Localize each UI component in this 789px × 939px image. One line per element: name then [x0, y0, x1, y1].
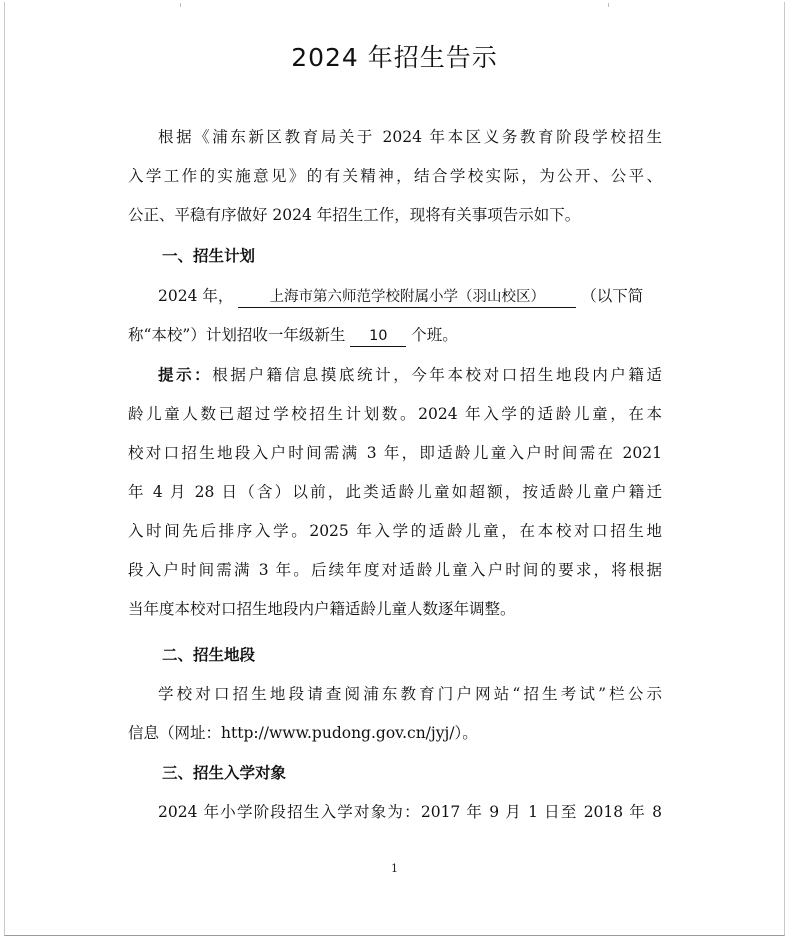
tip-line-7: 当年度本校对口招生地段内户籍适龄儿童人数逐年调整。 — [128, 600, 516, 618]
tip-line-3: 校对口招生地段入户时间需满 3 年，即适龄儿童入户时间需在 2021 — [128, 444, 662, 462]
plan-year: 2024 年， — [158, 287, 234, 305]
tip-line-6: 段入户时间需满 3 年。后续年度对适龄儿童入户时间的要求，将根据 — [128, 561, 662, 579]
section-2-heading: 二、招生地段 — [162, 646, 256, 664]
target-line-1: 2024 年小学阶段招生入学对象为：2017 年 9 月 1 日至 2018 年 8 — [158, 803, 662, 821]
tip-line-4: 年 4 月 28 日（含）以前，此类适龄儿童如超额，按适龄儿童户籍迁 — [128, 483, 662, 501]
plan-line-2-prefix: 称“本校”）计划招收一年级新生 — [128, 326, 346, 344]
school-name-field: 上海市第六师范学校附属小学（羽山校区） — [238, 287, 576, 308]
plan-line-2 — [128, 325, 662, 347]
scan-mark — [608, 3, 609, 7]
intro-line-2: 入学工作的实施意见》的有关精神，结合学校实际，为公开、公平、 — [128, 167, 662, 185]
section-1-heading: 一、招生计划 — [162, 247, 256, 265]
section-3-heading: 三、招生入学对象 — [162, 764, 287, 782]
plan-suffix: （以下简 — [581, 287, 644, 305]
scan-mark — [180, 3, 181, 7]
intro-line-3: 公正、平稳有序做好 2024 年招生工作，现将有关事项告示如下。 — [128, 206, 581, 224]
tip-line-1 — [158, 365, 662, 385]
tip-line-2: 龄儿童人数已超过学校招生计划数。2024 年入学的适龄儿童，在本 — [128, 405, 662, 423]
plan-line-2-suffix: 个班。 — [411, 326, 458, 344]
district-line-1: 学校对口招生地段请查阅浦东教育门户网站“招生考试”栏公示 — [158, 685, 662, 703]
tip-label: 提示： — [158, 366, 213, 384]
tip-line-5: 入时间先后排序入学。2025 年入学的适龄儿童，在本校对口招生地 — [128, 522, 662, 540]
page-title: 2024 年招生告示 — [291, 43, 498, 72]
district-line-2: 信息（网址：http://www.pudong.gov.cn/jyj/）。 — [128, 724, 478, 742]
page-number: 1 — [391, 862, 398, 875]
class-count-field: 10 — [350, 326, 406, 347]
plan-line-1 — [158, 286, 662, 308]
intro-line-1: 根据《浦东新区教育局关于 2024 年本区义务教育阶段学校招生 — [158, 128, 662, 146]
tip-text-1: 根据户籍信息摸底统计，今年本校对口招生地段内户籍适 — [212, 366, 662, 384]
